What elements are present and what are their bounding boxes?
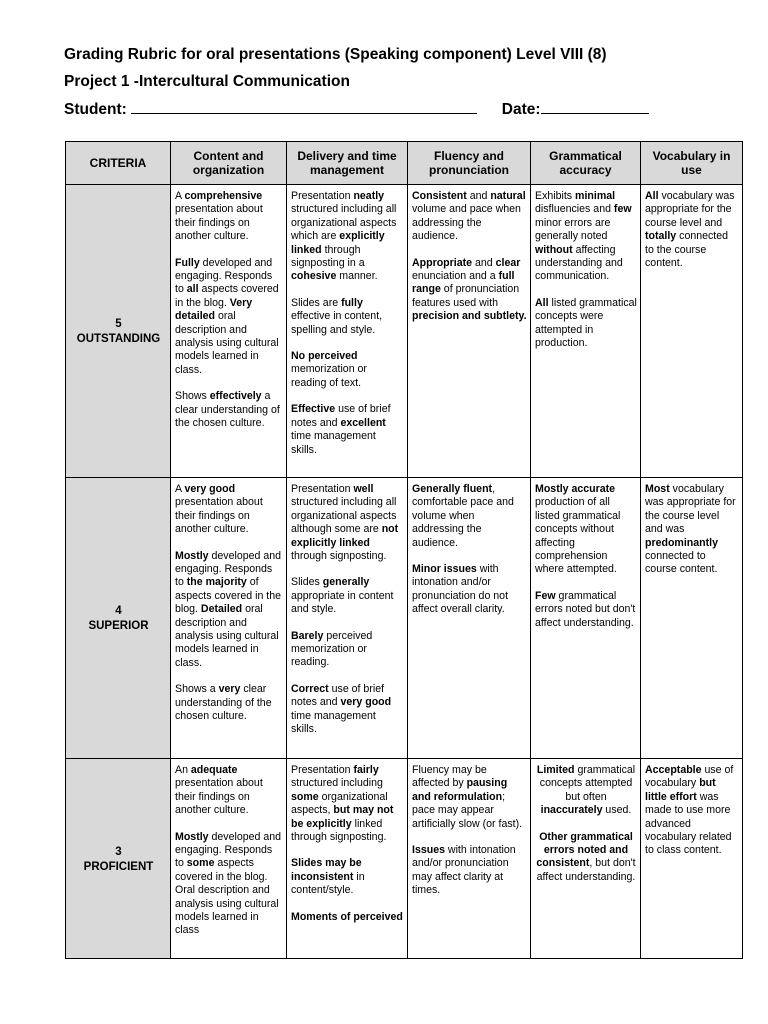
level-label: PROFICIENT xyxy=(83,860,154,873)
rubric-row xyxy=(66,759,743,959)
descriptor-text: Mostly developed and engaging. Responds to the majority of aspects covered in the blog. Detailed oral description and analysis using cultural models learned in class. xyxy=(175,549,282,669)
descriptor-text: Appropriate and clear enunciation and a full range of pronunciation features used with precision and subtlety. xyxy=(412,256,527,323)
header-vocabulary: Vocabulary in use xyxy=(641,142,743,185)
descriptor-text: Slides generally appropriate in content and style. xyxy=(291,576,394,616)
descriptor-text: Shows a very clear understanding of the chosen culture. xyxy=(175,683,272,723)
descriptor-text: All vocabulary was appropriate for the course level and totally connected to the course content. xyxy=(645,190,735,270)
vocabulary-cell xyxy=(641,759,743,959)
descriptor-text: Effective use of brief notes and excellent time management skills. xyxy=(291,403,391,456)
header-criteria: CRITERIA xyxy=(66,142,171,185)
descriptor-text: Limited grammatical concepts attempted but often inaccurately used. xyxy=(536,764,636,817)
rubric-row xyxy=(66,185,743,478)
descriptor-text: No perceived memorization or reading of text. xyxy=(291,350,367,389)
descriptor-text: Moments of perceived xyxy=(291,910,403,923)
descriptor-text: A comprehensive presentation about their findings on another culture. xyxy=(175,190,263,243)
student-label: Student: xyxy=(64,101,127,118)
date-blank[interactable] xyxy=(541,98,649,114)
grammar-cell xyxy=(531,478,641,759)
level-label: SUPERIOR xyxy=(88,620,149,632)
score-value: 5 xyxy=(115,318,122,330)
descriptor-text: Few grammatical errors noted but don't affect understanding. xyxy=(535,589,636,629)
document-title: Grading Rubric for oral presentations (Speaking component) Level VIII (8) xyxy=(64,46,607,63)
grammar-cell xyxy=(531,185,641,478)
fluency-cell xyxy=(408,759,531,959)
student-date-line xyxy=(64,98,649,119)
header-fluency: Fluency and pronunciation xyxy=(408,142,531,185)
criteria-cell xyxy=(66,478,171,759)
header-content: Content and organization xyxy=(171,142,287,185)
header-delivery: Delivery and time management xyxy=(287,142,408,185)
grammar-cell xyxy=(531,759,641,959)
date-label: Date: xyxy=(501,101,541,118)
descriptor-text: Fully developed and engaging. Responds to all aspects covered in the blog. Very detailed oral description and analysis using cultural models learned in class. xyxy=(175,256,279,376)
descriptor-text: Issues with intonation and/or pronunciation may affect clarity at times. xyxy=(412,844,516,897)
content-cell xyxy=(171,185,287,478)
fluency-cell xyxy=(408,185,531,478)
delivery-cell xyxy=(287,759,408,959)
content-cell xyxy=(171,759,287,959)
descriptor-text: Minor issues with intonation and/or pronunciation do not affect overall clarity. xyxy=(412,563,509,616)
descriptor-text: Presentation neatly structured including all organizational aspects which are explicitly linked through signposting in a cohesive manner. xyxy=(291,190,397,283)
student-name-blank[interactable] xyxy=(131,98,477,114)
descriptor-text: Consistent and natural volume and pace when addressing the audience. xyxy=(412,190,526,243)
header-row xyxy=(66,142,743,185)
vocabulary-cell xyxy=(641,478,743,759)
content-cell xyxy=(171,478,287,759)
descriptor-text: All listed grammatical concepts were attempted in production. xyxy=(535,296,637,350)
project-title: Project 1 -Intercultural Communication xyxy=(64,73,350,90)
criteria-cell xyxy=(66,185,171,478)
descriptor-text: Fluency may be affected by pausing and reformulation; pace may appear artificially slow (or fast). xyxy=(412,764,523,830)
fluency-cell xyxy=(408,478,531,759)
descriptor-text: A very good presentation about their findings on another culture. xyxy=(175,483,263,536)
vocabulary-cell xyxy=(641,185,743,478)
descriptor-text: Acceptable use of vocabulary but little effort was made to use more advanced vocabulary related to class content. xyxy=(645,764,734,857)
rubric-row xyxy=(66,478,743,759)
descriptor-text: Mostly developed and engaging. Responds to some aspects covered in the blog. Oral description and analysis using cultural models learned in class xyxy=(175,830,282,937)
descriptor-text: Shows effectively a clear understanding of the chosen culture. xyxy=(175,390,280,430)
descriptor-text: Correct use of brief notes and very good time management skills. xyxy=(291,682,392,736)
descriptor-text: Mostly accurate production of all listed grammatical concepts without affecting comprehension where attempted. xyxy=(535,483,621,576)
level-label: OUTSTANDING xyxy=(76,333,161,345)
score-value: 3 xyxy=(115,845,122,858)
descriptor-text: Other grammatical errors noted and consistent, but don't affect understanding. xyxy=(536,830,636,883)
rubric-table xyxy=(65,141,743,959)
descriptor-text: Slides may be inconsistent in content/style. xyxy=(291,857,365,897)
score-value: 4 xyxy=(115,605,122,617)
criteria-cell xyxy=(66,759,171,959)
descriptor-text: Generally fluent, comfortable pace and volume when addressing the audience. xyxy=(412,483,514,549)
descriptor-text: Presentation fairly structured including some organizational aspects, but may not be explicitly linked through signposting. xyxy=(291,764,394,844)
descriptor-text: Presentation well structured including all organizational aspects although some are not explicitly linked through signposting. xyxy=(291,483,399,563)
descriptor-text: Most vocabulary was appropriate for the course level and was predominantly connected to course content. xyxy=(645,483,736,576)
header-grammar: Grammatical accuracy xyxy=(531,142,641,185)
descriptor-text: An adequate presentation about their findings on another culture. xyxy=(175,764,263,817)
descriptor-text: Exhibits minimal disfluencies and few minor errors are generally noted without affecting understanding and communication. xyxy=(535,190,632,283)
descriptor-text: Barely perceived memorization or reading. xyxy=(291,629,373,669)
delivery-cell xyxy=(287,185,408,478)
descriptor-text: Slides are fully effective in content, spelling and style. xyxy=(291,296,383,336)
delivery-cell xyxy=(287,478,408,759)
